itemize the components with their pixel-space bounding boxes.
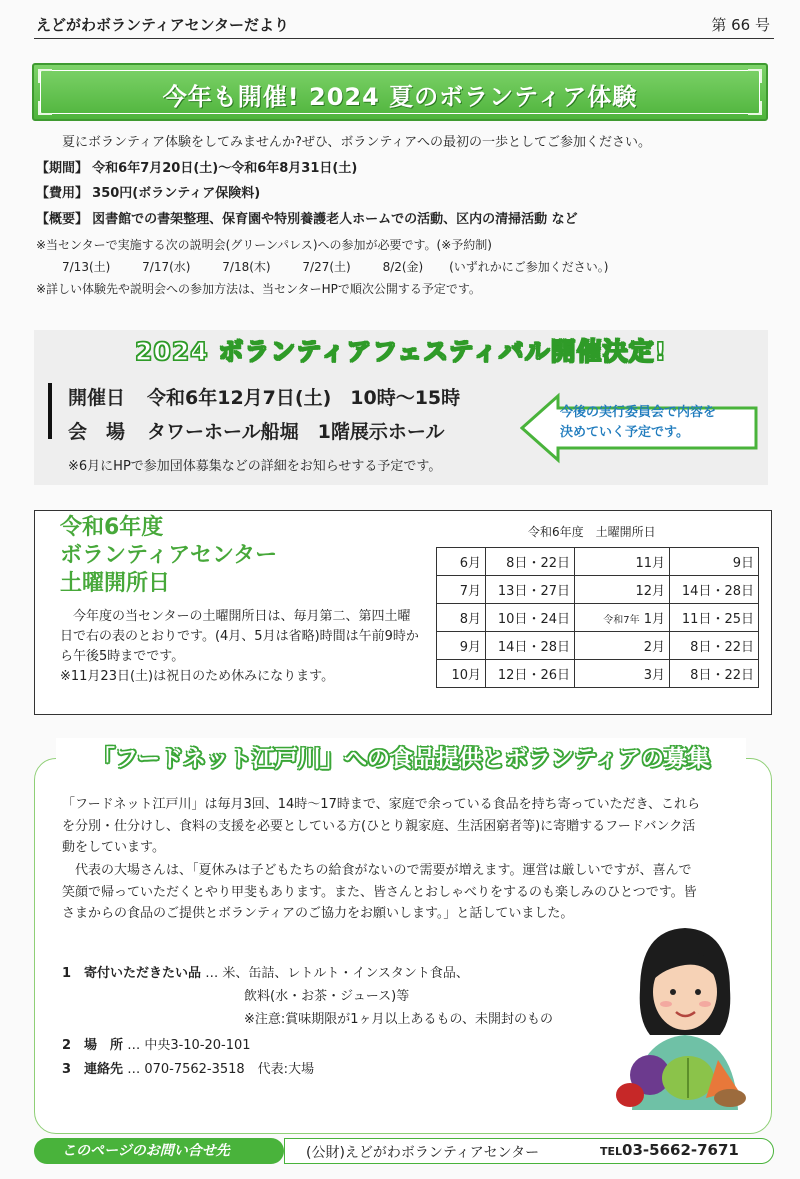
period-value: 令和6年7月20日(土)～令和6年8月31日(土) <box>92 161 358 176</box>
period-label: 【期間】 <box>36 161 89 176</box>
session-date: 7/18(木) <box>222 260 271 274</box>
days-cell: 14日・28日 <box>670 576 759 604</box>
saturday-title-line-3: 土曜開所日 <box>60 571 171 596</box>
place-value: … 中央3-10-20-101 <box>127 1038 251 1053</box>
summer-overview <box>36 211 578 229</box>
donation-place <box>62 1034 251 1057</box>
summer-note-2: ※詳しい体験先や説明会への参加方法は、当センターHPで順次公開する予定です。 <box>36 282 481 296</box>
header-divider <box>34 38 774 39</box>
month-cell: 2月 <box>575 632 670 660</box>
summer-session-dates <box>62 258 608 276</box>
days-cell: 8日・22日 <box>670 660 759 688</box>
footer-phone <box>600 1141 739 1159</box>
saturday-description: 今年度の当センターの土曜開所日は、毎月第二、第四土曜日で右の表のとおりです。(4月、5月は省略)時間は午前9時から午後5時までです。 <box>60 609 419 664</box>
days-cell: 11日・25日 <box>670 604 759 632</box>
session-dates-note: (いずれかにご参加ください。) <box>449 260 609 274</box>
month-cell: 10月 <box>437 660 486 688</box>
table-row <box>437 660 759 688</box>
table-row <box>437 632 759 660</box>
table-row <box>437 548 759 576</box>
text-line: を分別・仕分けし、食料の支援を必要としている方(ひとり親家庭、生活困窮者等)に寄贈するフードバンク活 <box>62 818 696 834</box>
tel-prefix: TEL <box>600 1145 623 1158</box>
saturday-title <box>60 514 277 598</box>
illustration-icon <box>610 910 760 1110</box>
month-cell: 8月 <box>437 604 486 632</box>
text-line: 笑顔で帰っていただくとやり甲斐もあります。また、皆さんとおしゃべりをするのも楽しみのひとつです。皆 <box>62 884 697 900</box>
summer-banner-title: 今年も開催! 2024 夏のボランティア体験 <box>162 83 638 111</box>
fee-label: 【費用】 <box>36 186 89 201</box>
table-row <box>437 604 759 632</box>
festival-venue-row <box>68 417 444 444</box>
fee-value: 350円(ボランティア保険料) <box>92 186 261 201</box>
issue-number: 第 66 号 <box>711 16 770 34</box>
year-prefix: 令和7年 <box>603 615 640 626</box>
days-cell: 9日 <box>670 548 759 576</box>
item-1-line-2: 飲料(水・お茶・ジュース)等 <box>244 989 410 1004</box>
festival-title: 2024 ボランティアフェスティバル開催決定! <box>135 337 667 366</box>
saturday-table-caption: 令和6年度 土曜開所日 <box>528 525 656 539</box>
month-cell: 6月 <box>437 548 486 576</box>
overview-label: 【概要】 <box>36 212 89 227</box>
days-cell: 8日・22日 <box>670 632 759 660</box>
saturday-body <box>60 607 420 687</box>
summer-intro: 夏にボランティア体験をしてみませんか?ぜひ、ボランティアへの最初の一歩としてご参加ください。 <box>62 135 652 150</box>
food-paragraph-1 <box>62 794 757 859</box>
festival-date-row <box>68 383 460 410</box>
summer-banner <box>32 63 768 121</box>
days-cell: 13日・27日 <box>486 576 575 604</box>
food-title: 「フードネット江戸川」への食品提供とボランティアの募集 <box>56 738 746 775</box>
arrow-line-1: 今後の実行委員会で内容を <box>560 405 717 420</box>
session-date: 7/27(土) <box>302 260 351 274</box>
days-cell: 10日・24日 <box>486 604 575 632</box>
newsletter-title: えどがわボランティアセンターだより <box>36 16 290 34</box>
summer-fee <box>36 185 260 203</box>
woman-with-vegetables-illustration <box>610 910 760 1110</box>
text-line: さまからの食品のご提供とボランティアのご協力をお願いします。」と話していました。 <box>62 906 574 921</box>
session-date: 7/17(水) <box>142 260 191 274</box>
month-cell <box>575 604 670 632</box>
text-line: 動をしています。 <box>62 840 165 855</box>
item-1-label: 1 寄付いただきたい品 <box>62 966 202 981</box>
days-cell: 8日・22日 <box>486 548 575 576</box>
month-cell: 9月 <box>437 632 486 660</box>
table-row <box>437 576 759 604</box>
saturday-title-line-1: 令和6年度 <box>60 515 164 540</box>
contact-value: … 070-7562-3518 代表:大場 <box>127 1062 315 1077</box>
text-line: 代表の大場さんは、「夏休みは子どもたちの給食がないので需要が増えます。運営は厳しいですが、喜んで <box>75 863 692 878</box>
place-label: 2 場 所 <box>62 1038 124 1053</box>
session-date: 8/2(金) <box>382 260 424 274</box>
month-cell: 11月 <box>575 548 670 576</box>
month-cell: 12月 <box>575 576 670 604</box>
text-line: 「フードネット江戸川」は毎月3回、14時～17時まで、家庭で余っている食品を持ち寄っていただき、これら <box>62 797 701 812</box>
summer-period <box>36 160 357 178</box>
festival-venue-label: 会 場 <box>68 421 126 443</box>
festival-date-label: 開催日 <box>68 387 126 409</box>
days-cell: 12日・26日 <box>486 660 575 688</box>
overview-value: 図書館での書架整理、保育園や特別養護老人ホームでの活動、区内の清掃活動 など <box>92 212 578 227</box>
arrow-line-2: 決めていく予定です。 <box>560 425 689 440</box>
item-1-line-3: ※注意:賞味期限が1ヶ月以上あるもの、未開封のもの <box>244 1012 554 1027</box>
saturday-table <box>436 547 759 688</box>
footer-inquiry-label: このページのお問い合せ先 <box>34 1138 284 1164</box>
session-date: 7/13(土) <box>62 260 111 274</box>
contact-label: 3 連絡先 <box>62 1062 124 1077</box>
donation-item-1 <box>62 962 553 1031</box>
month-cell: 3月 <box>575 660 670 688</box>
festival-accent-bar <box>48 383 52 439</box>
footer-organization: (公財)えどがわボランティアセンター <box>306 1145 540 1161</box>
saturday-note: ※11月23日(土)は祝日のため休みになります。 <box>60 669 335 684</box>
festival-note: ※6月にHPで参加団体募集などの詳細をお知らせする予定です。 <box>68 459 442 474</box>
festival-date: 令和6年12月7日(土) 10時～15時 <box>147 387 461 409</box>
donation-contact <box>62 1058 314 1081</box>
item-1-line-1: … 米、缶詰、レトルト・インスタント食品、 <box>205 966 469 981</box>
festival-venue: タワーホール船堀 1階展示ホール <box>147 421 445 443</box>
left-arrow-callout <box>520 392 760 464</box>
saturday-title-line-2: ボランティアセンター <box>60 543 278 568</box>
arrow-callout-text <box>560 403 750 443</box>
summer-note-1: ※当センターで実施する次の説明会(グリーンパレス)への参加が必要です。(※予約制) <box>36 238 492 252</box>
days-cell: 14日・28日 <box>486 632 575 660</box>
tel-number: 03-5662-7671 <box>622 1141 739 1159</box>
month-cell: 7月 <box>437 576 486 604</box>
month-label: 1月 <box>643 612 665 627</box>
